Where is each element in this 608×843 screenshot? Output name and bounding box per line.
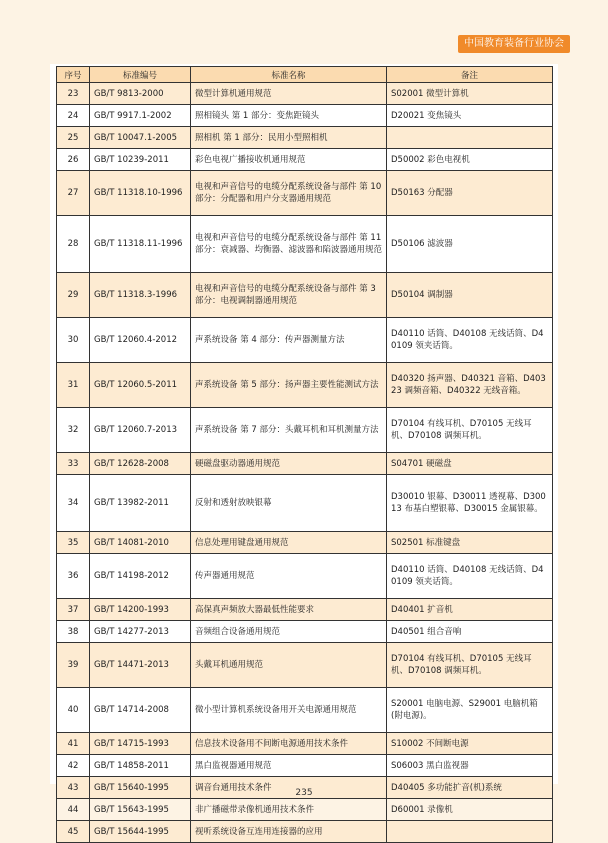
standard-code-cell: GB/T 14471-2013 [90, 643, 191, 688]
row-number-cell: 33 [57, 453, 90, 475]
row-number-cell: 26 [57, 149, 90, 171]
note-cell: D40320 扬声器、D40321 音箱、D40323 调频音箱、D40322 无线音箱。 [387, 363, 553, 408]
table-row [57, 755, 553, 777]
note-cell: S02501 标准键盘 [387, 532, 553, 554]
standard-code-cell: GB/T 14858-2011 [90, 755, 191, 777]
standard-code-cell: GB/T 14714-2008 [90, 688, 191, 733]
table-row [57, 408, 553, 453]
row-number-cell: 37 [57, 599, 90, 621]
column-header: 标准名称 [191, 67, 387, 83]
note-cell: D40110 话筒、D40108 无线话筒、D40109 领夹话筒。 [387, 318, 553, 363]
standard-code-cell: GB/T 10047.1-2005 [90, 127, 191, 149]
note-cell: D70104 有线耳机、D70105 无线耳机、D70108 调频耳机。 [387, 643, 553, 688]
note-cell: D40405 多功能扩音(机)系统 [387, 777, 553, 799]
table-row [57, 475, 553, 532]
standard-code-cell: GB/T 9813-2000 [90, 83, 191, 105]
standard-code-cell: GB/T 12060.4-2012 [90, 318, 191, 363]
standard-name-cell: 视听系统设备互连用连接器的应用 [191, 821, 387, 843]
standard-name-cell: 头戴耳机通用规范 [191, 643, 387, 688]
standard-name-cell: 硬磁盘驱动器通用规范 [191, 453, 387, 475]
row-number-cell: 31 [57, 363, 90, 408]
row-number-cell: 35 [57, 532, 90, 554]
standard-name-cell: 高保真声频放大器最低性能要求 [191, 599, 387, 621]
row-number-cell: 36 [57, 554, 90, 599]
note-cell: S04701 硬磁盘 [387, 453, 553, 475]
row-number-cell: 25 [57, 127, 90, 149]
column-header: 序号 [57, 67, 90, 83]
note-cell: S10002 不间断电源 [387, 733, 553, 755]
note-cell [387, 127, 553, 149]
note-cell: S06003 黑白监视器 [387, 755, 553, 777]
row-number-cell: 38 [57, 621, 90, 643]
standard-name-cell: 音频组合设备通用规范 [191, 621, 387, 643]
table-row [57, 127, 553, 149]
standard-name-cell: 照相镜头 第 1 部分：变焦距镜头 [191, 105, 387, 127]
row-number-cell: 41 [57, 733, 90, 755]
table-row [57, 532, 553, 554]
table-row [57, 149, 553, 171]
note-cell: D50106 滤波器 [387, 216, 553, 273]
standard-name-cell: 非广播磁带录像机通用技术条件 [191, 799, 387, 821]
standard-code-cell: GB/T 14200-1993 [90, 599, 191, 621]
table-body [57, 83, 553, 843]
table-row [57, 733, 553, 755]
standard-code-cell: GB/T 14715-1993 [90, 733, 191, 755]
table-row [57, 273, 553, 318]
standard-name-cell: 传声器通用规范 [191, 554, 387, 599]
standard-code-cell: GB/T 9917.1-2002 [90, 105, 191, 127]
row-number-cell: 27 [57, 171, 90, 216]
standard-code-cell: GB/T 15643-1995 [90, 799, 191, 821]
standard-code-cell: GB/T 11318.11-1996 [90, 216, 191, 273]
standard-name-cell: 声系统设备 第 5 部分：扬声器主要性能测试方法 [191, 363, 387, 408]
row-number-cell: 39 [57, 643, 90, 688]
note-cell: D50002 彩色电视机 [387, 149, 553, 171]
row-number-cell: 45 [57, 821, 90, 843]
table-row [57, 171, 553, 216]
page-number: 235 [295, 788, 313, 798]
org-tag: 中国教育装备行业协会 [458, 35, 570, 53]
table-row [57, 105, 553, 127]
row-number-cell: 30 [57, 318, 90, 363]
note-cell: D30010 银幕、D30011 透视幕、D30013 布基白塑银幕、D30015 金属银幕。 [387, 475, 553, 532]
row-number-cell: 28 [57, 216, 90, 273]
standard-code-cell: GB/T 15640-1995 [90, 777, 191, 799]
note-cell: D40110 话筒、D40108 无线话筒、D40109 领夹话筒。 [387, 554, 553, 599]
row-number-cell: 44 [57, 799, 90, 821]
note-cell: S02001 微型计算机 [387, 83, 553, 105]
row-number-cell: 24 [57, 105, 90, 127]
note-cell: D50104 调制器 [387, 273, 553, 318]
table-row [57, 621, 553, 643]
note-cell: D50163 分配器 [387, 171, 553, 216]
note-cell: D70104 有线耳机、D70105 无线耳机、D70108 调频耳机。 [387, 408, 553, 453]
standard-name-cell: 彩色电视广播接收机通用规范 [191, 149, 387, 171]
standard-code-cell: GB/T 11318.10-1996 [90, 171, 191, 216]
standard-code-cell: GB/T 14081-2010 [90, 532, 191, 554]
table-row [57, 453, 553, 475]
standard-code-cell: GB/T 12060.7-2013 [90, 408, 191, 453]
table-header-row [57, 67, 553, 83]
standard-name-cell: 电视和声音信号的电缆分配系统设备与部件 第 10 部分：分配器和用户分支器通用规范 [191, 171, 387, 216]
standards-table [56, 66, 553, 843]
row-number-cell: 29 [57, 273, 90, 318]
standard-name-cell: 电视和声音信号的电缆分配系统设备与部件 第 3 部分：电视调制器通用规范 [191, 273, 387, 318]
standard-code-cell: GB/T 10239-2011 [90, 149, 191, 171]
note-cell: S20001 电脑电源、S29001 电脑机箱(附电源)。 [387, 688, 553, 733]
note-cell [387, 821, 553, 843]
standard-name-cell: 信息处理用键盘通用规范 [191, 532, 387, 554]
table-row [57, 554, 553, 599]
standard-code-cell: GB/T 15644-1995 [90, 821, 191, 843]
row-number-cell: 23 [57, 83, 90, 105]
column-header: 备注 [387, 67, 553, 83]
standard-code-cell: GB/T 14277-2013 [90, 621, 191, 643]
standard-name-cell: 照相机 第 1 部分：民用小型照相机 [191, 127, 387, 149]
table-row [57, 643, 553, 688]
table-row [57, 363, 553, 408]
standard-name-cell: 电视和声音信号的电缆分配系统设备与部件 第 11 部分：衰减器、均衡器、滤波器和陷波器通用规范 [191, 216, 387, 273]
row-number-cell: 40 [57, 688, 90, 733]
standard-name-cell: 声系统设备 第 4 部分：传声器测量方法 [191, 318, 387, 363]
standard-code-cell: GB/T 12060.5-2011 [90, 363, 191, 408]
row-number-cell: 34 [57, 475, 90, 532]
table-row [57, 599, 553, 621]
table-row [57, 216, 553, 273]
table-row [57, 821, 553, 843]
table-row [57, 799, 553, 821]
note-cell: D20021 变焦镜头 [387, 105, 553, 127]
table-row [57, 83, 553, 105]
standard-name-cell: 微小型计算机系统设备用开关电源通用规范 [191, 688, 387, 733]
column-header: 标准编号 [90, 67, 191, 83]
row-number-cell: 32 [57, 408, 90, 453]
standard-code-cell: GB/T 14198-2012 [90, 554, 191, 599]
note-cell: D40501 组合音响 [387, 621, 553, 643]
standard-name-cell: 信息技术设备用不间断电源通用技术条件 [191, 733, 387, 755]
row-number-cell: 43 [57, 777, 90, 799]
standard-name-cell: 微型计算机通用规范 [191, 83, 387, 105]
standard-code-cell: GB/T 11318.3-1996 [90, 273, 191, 318]
standard-name-cell: 调音台通用技术条件 [191, 777, 387, 799]
standard-name-cell: 黑白监视器通用规范 [191, 755, 387, 777]
standard-code-cell: GB/T 12628-2008 [90, 453, 191, 475]
table-row [57, 688, 553, 733]
table-row [57, 318, 553, 363]
row-number-cell: 42 [57, 755, 90, 777]
note-cell: D40401 扩音机 [387, 599, 553, 621]
note-cell: D60001 录像机 [387, 799, 553, 821]
standard-name-cell: 反射和透射放映银幕 [191, 475, 387, 532]
header-bar [0, 0, 608, 28]
standard-code-cell: GB/T 13982-2011 [90, 475, 191, 532]
standard-name-cell: 声系统设备 第 7 部分：头戴耳机和耳机测量方法 [191, 408, 387, 453]
